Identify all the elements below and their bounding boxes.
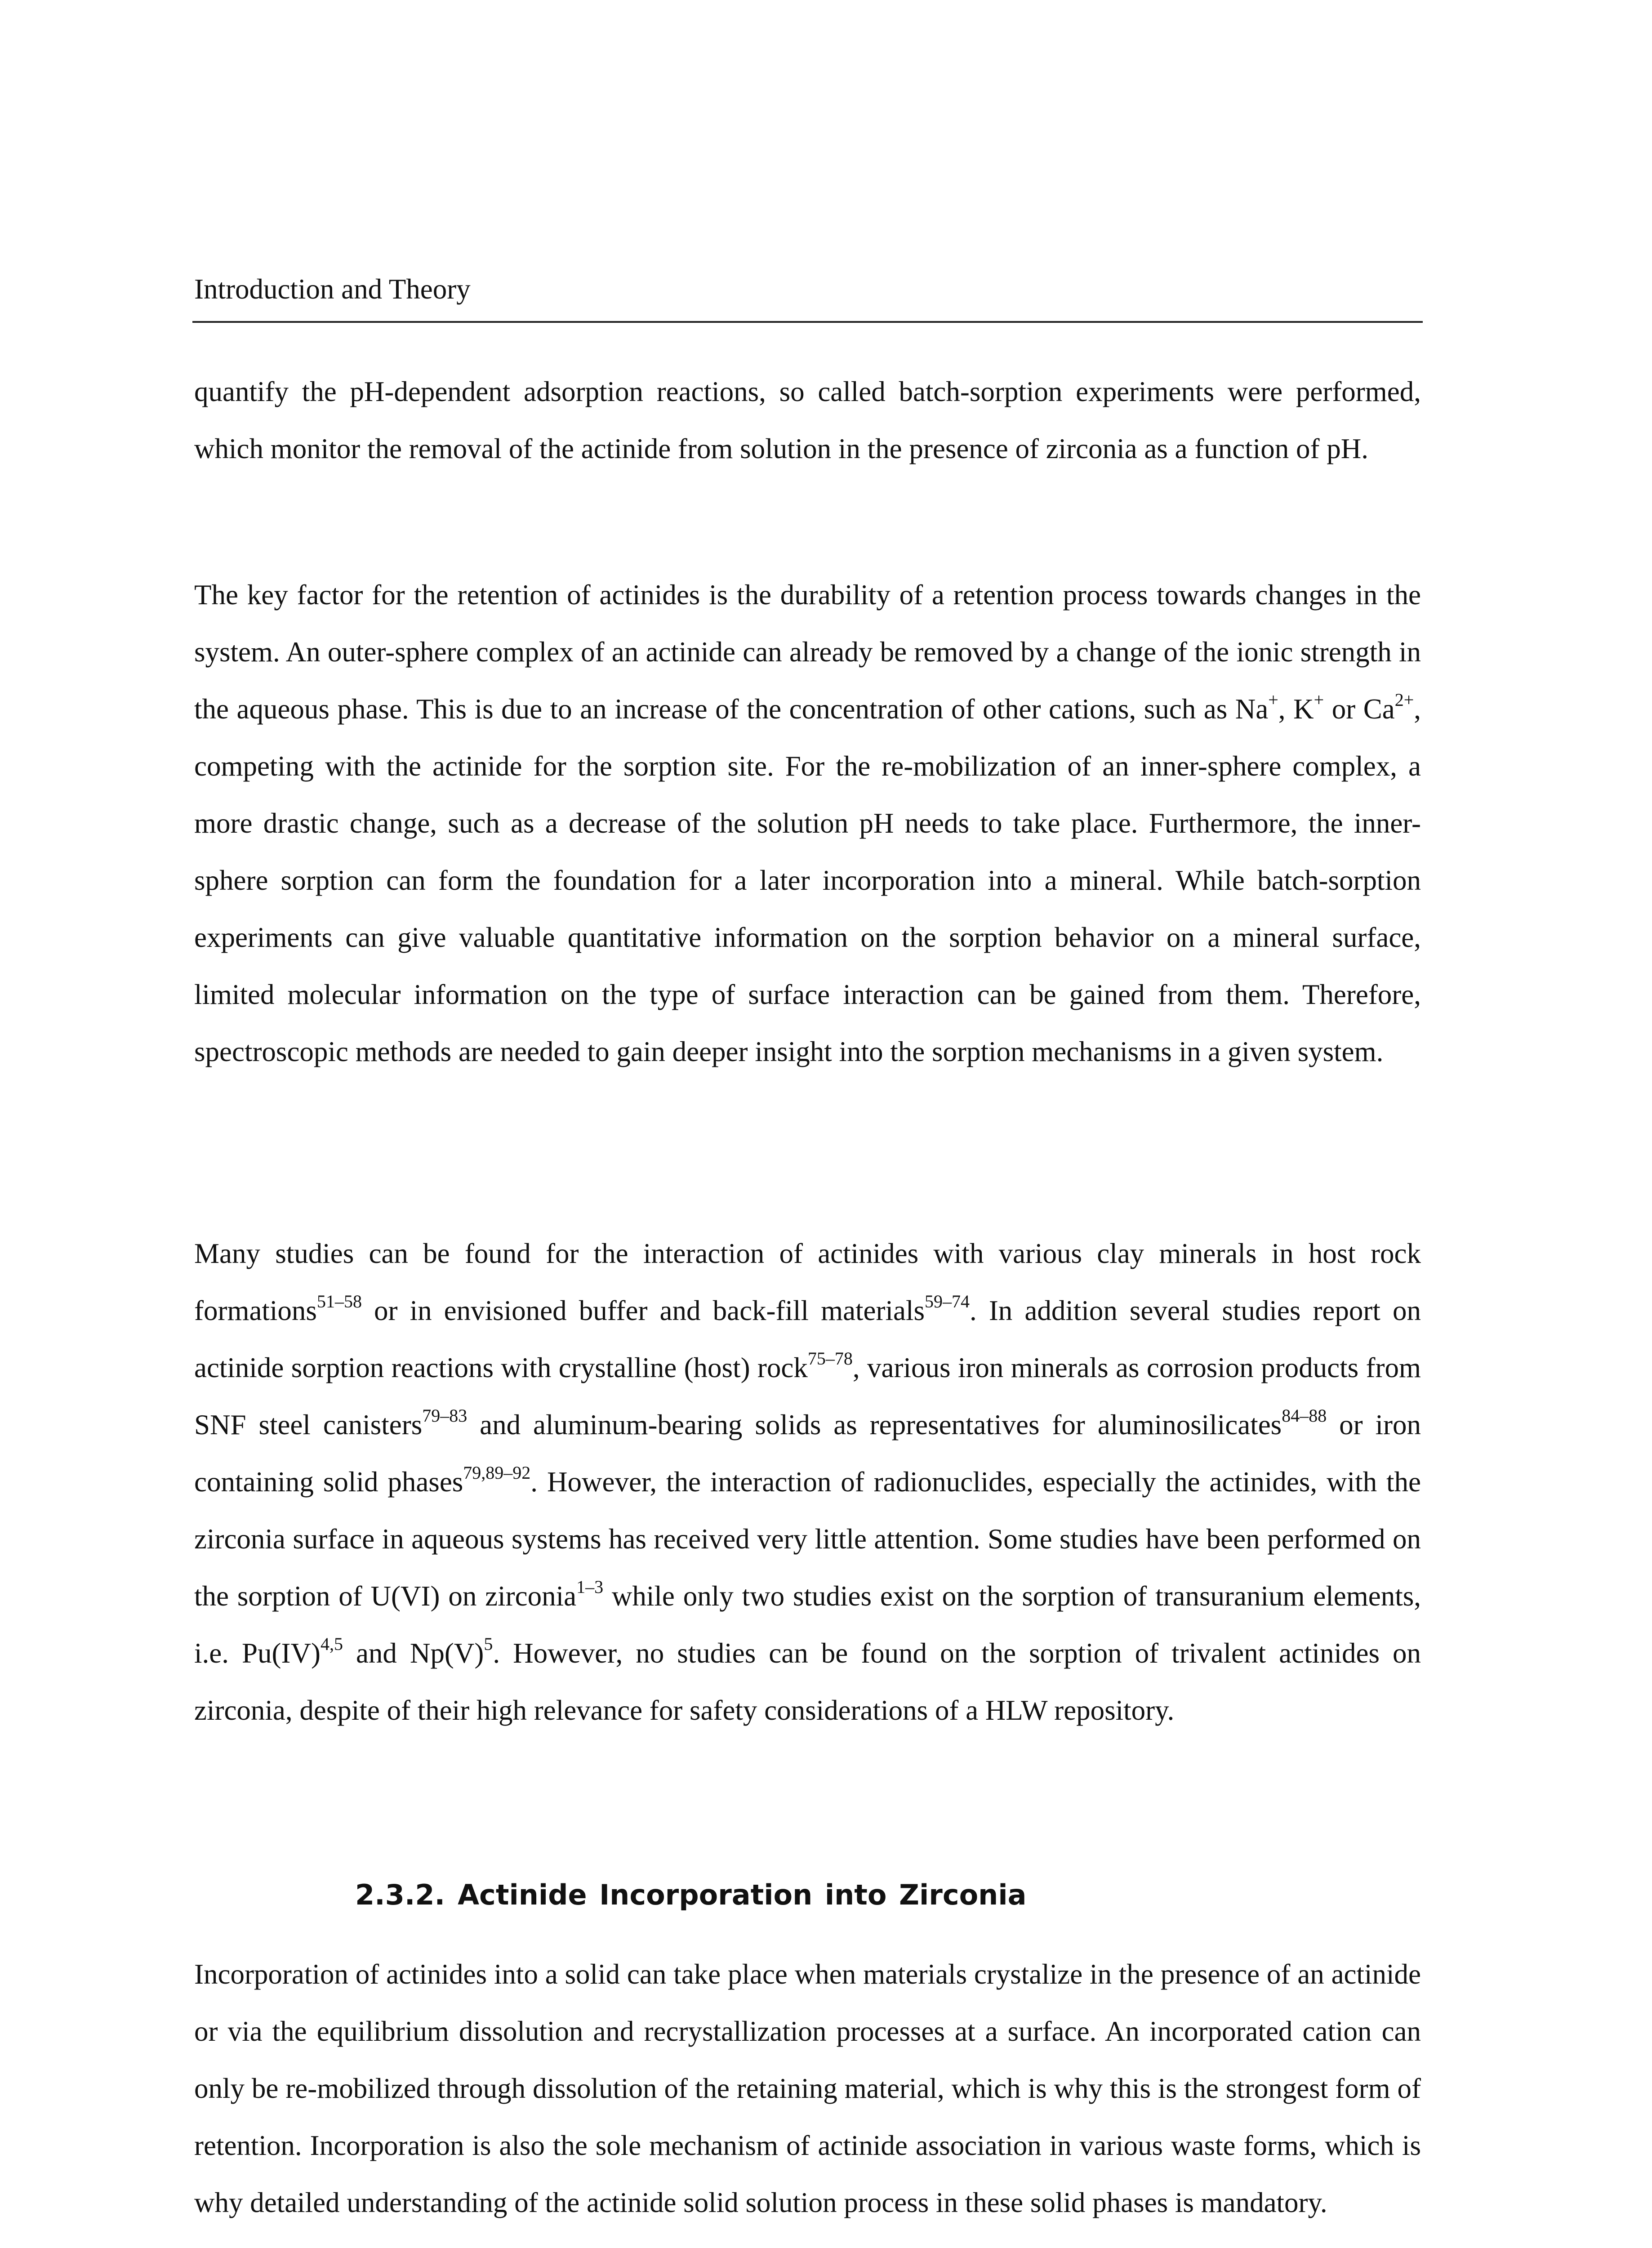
text-run: while only two studies exist on the sorption of transuranium elements, i.e. Pu(IV): [194, 1580, 1421, 1669]
text-run: and Np(V): [343, 1637, 484, 1669]
paragraph-4: [194, 1946, 1421, 2231]
text-run: or iron containing solid phases: [194, 1409, 1421, 1498]
text-run: or Ca: [1324, 693, 1395, 725]
citation-superscript: 4,5: [320, 1634, 343, 1654]
paragraph-3: [194, 1225, 1421, 1739]
citation-superscript: 79,89–92: [463, 1463, 531, 1483]
charge-superscript: +: [1314, 690, 1324, 710]
citation-superscript: 59–74: [924, 1291, 970, 1311]
text-run: The key factor for the retention of actinides is the durability of a retention process towards changes in the system. An outer-sphere complex of an actinide can already be removed by a change of the ionic strength in the aqueous phase. This is due to an increase of the concentration of other cations, such as Na: [194, 579, 1421, 725]
running-header-title: Introduction and Theory: [194, 273, 471, 305]
paragraph-4-text: Incorporation of actinides into a solid can take place when materials crystalize in the presence of an actinide or via the equilibrium dissolution and recrystallization processes at a surface. An incorporated cation can only be re-mobilized through dissolution of the retaining material, which is why this is the strongest form of retention. Incorporation is also the sole mechanism of actinide association in various waste forms, which is why detailed understanding of the actinide solid solution process in these solid phases is mandatory.: [194, 1958, 1421, 2218]
text-run: and aluminum-bearing solids as representatives for aluminosilicates: [467, 1409, 1282, 1441]
citation-superscript: 5: [484, 1634, 493, 1654]
paragraph-2: [194, 566, 1421, 1080]
paragraph-2-text: [194, 566, 1421, 1080]
text-run: , various iron minerals as corrosion products from SNF steel canisters: [194, 1352, 1421, 1441]
charge-superscript: 2+: [1394, 690, 1414, 710]
text-run: . In addition several studies report on actinide sorption reactions with crystalline (host) rock: [194, 1295, 1421, 1383]
citation-superscript: 75–78: [807, 1348, 853, 1369]
citation-superscript: 51–58: [316, 1291, 362, 1311]
paragraph-1: [194, 363, 1421, 477]
paragraph-3-text: [194, 1225, 1421, 1739]
text-run: or in envisioned buffer and back-fill materials: [361, 1295, 925, 1326]
text-run: Many studies can be found for the interaction of actinides with various clay minerals in host rock formations: [194, 1238, 1421, 1326]
text-run: . However, no studies can be found on the sorption of trivalent actinides on zirconia, despite of their high relevance for safety considerations of a HLW repository.: [194, 1637, 1421, 1726]
section-heading: [355, 1878, 1027, 1911]
citation-superscript: 79–83: [422, 1405, 468, 1426]
header-rule: [192, 321, 1423, 323]
citation-superscript: 1–3: [576, 1577, 604, 1597]
paragraph-1-text: quantify the pH-dependent adsorption reactions, so called batch-sorption experiments were performed, which monitor the removal of the actinide from solution in the presence of zirconia as a function of pH.: [194, 376, 1421, 464]
text-run: . However, the interaction of radionuclides, especially the actinides, with the zirconia surface in aqueous systems has received very little attention. Some studies have been performed on the sorption of U(VI) on zirconia: [194, 1466, 1421, 1612]
section-number: 2.3.2.: [355, 1878, 445, 1911]
section-title: Actinide Incorporation into Zirconia: [458, 1878, 1027, 1911]
charge-superscript: +: [1268, 690, 1278, 710]
citation-superscript: 84–88: [1282, 1405, 1327, 1426]
text-run: , competing with the actinide for the sorption site. For the re-mobilization of an inner-sphere complex, a more drastic change, such as a decrease of the solution pH needs to take place. Furthermore, the inner-sphere sorption can form the foundation for a later incorporation into a mineral. While batch-sorption experiments can give valuable quantitative information on the sorption behavior on a mineral surface, limited molecular information on the type of surface interaction can be gained from them. Therefore, spectroscopic methods are needed to gain deeper insight into the sorption mechanisms in a given system.: [194, 693, 1421, 1067]
text-run: , K: [1278, 693, 1314, 725]
